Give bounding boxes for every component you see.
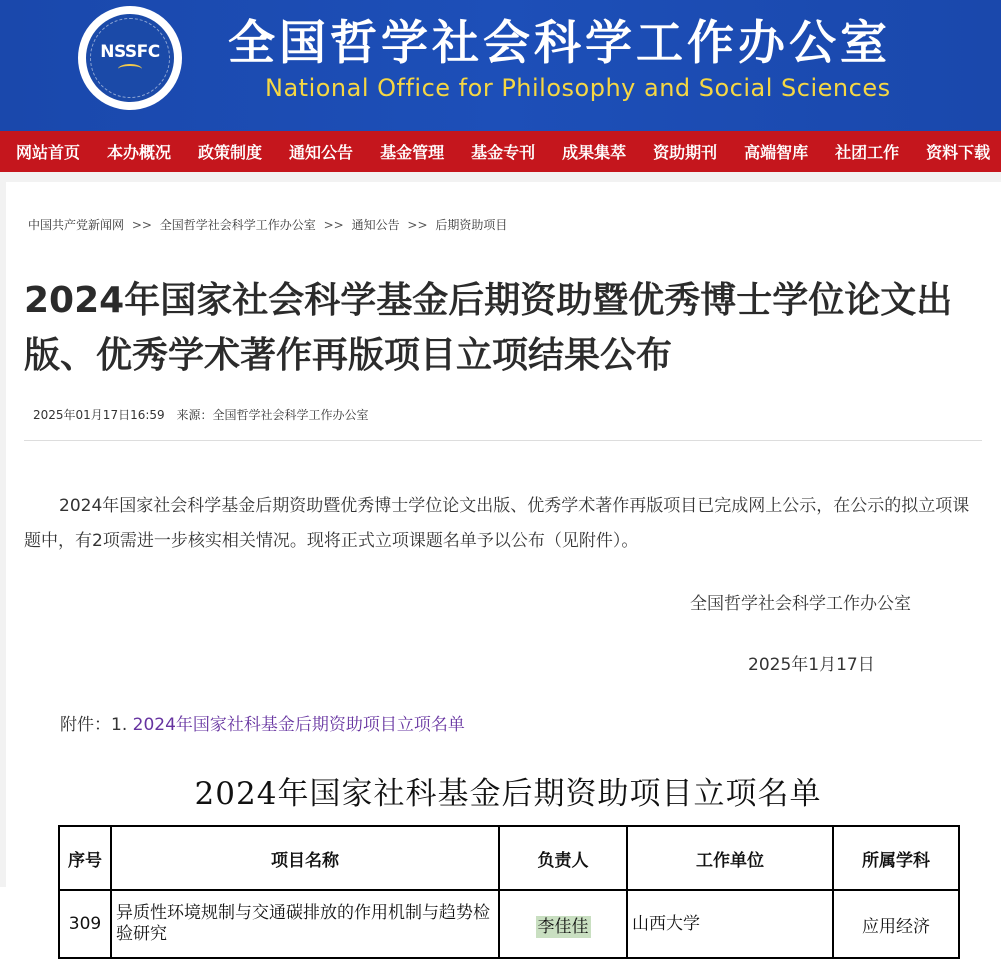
attachment-line: [60, 710, 465, 735]
nav-item-think-tanks[interactable]: 高端智库: [744, 143, 809, 162]
results-table: [58, 825, 960, 959]
table-title: 2024年国家社科基金后期资助项目立项名单: [194, 776, 822, 812]
publish-date: 2025年01月17日16:59: [33, 408, 165, 422]
breadcrumb-link-notices[interactable]: 通知公告: [351, 218, 400, 232]
site-title-cn: 全国哲学社会科学工作办公室: [228, 16, 891, 71]
breadcrumb-link-office[interactable]: 全国哲学社会科学工作办公室: [159, 218, 316, 232]
nssfc-logo[interactable]: [78, 6, 182, 110]
nav-spacer: [0, 172, 1001, 182]
title-divider: [24, 440, 982, 441]
attachment-prefix: 附件：1.: [60, 715, 133, 735]
nav-item-fund-management[interactable]: 基金管理: [380, 143, 445, 162]
header-unit: 工作单位: [627, 826, 833, 890]
cell-subject: 应用经济: [833, 890, 959, 958]
nav-item-achievements[interactable]: 成果集萃: [562, 143, 627, 162]
breadcrumb-separator: >>: [407, 218, 428, 232]
signature-date: 2025年1月17日: [748, 655, 875, 675]
nav-item-policy[interactable]: 政策制度: [198, 143, 263, 162]
header-subject: 所属学科: [833, 826, 959, 890]
nav-item-societies[interactable]: 社团工作: [835, 143, 900, 162]
site-title-en: National Office for Philosophy and Social Sciences: [265, 74, 891, 102]
cell-project-name: 异质性环境规制与交通碳排放的作用机制与趋势检验研究: [111, 890, 499, 958]
book-icon: [118, 64, 142, 74]
breadcrumb: [28, 216, 507, 233]
cell-unit: 山西大学: [627, 890, 833, 958]
breadcrumb-link-people[interactable]: 中国共产党新闻网: [28, 218, 125, 232]
cell-leader: [499, 890, 627, 958]
breadcrumb-separator: >>: [131, 218, 152, 232]
left-gutter-bottom: [0, 887, 6, 959]
nav-item-fund-journal[interactable]: 基金专刊: [471, 143, 536, 162]
nav-item-downloads[interactable]: 资料下载: [926, 143, 991, 162]
article-source: 来源：全国哲学社会科学工作办公室: [176, 408, 369, 422]
nav-item-home[interactable]: 网站首页: [16, 143, 81, 162]
article-title: 2024年国家社会科学基金后期资助暨优秀博士学位论文出版、优秀学术著作再版项目立项结果公布: [24, 280, 953, 376]
cell-no: 309: [59, 890, 111, 958]
logo-emblem: [84, 12, 176, 104]
table-row: [59, 890, 959, 958]
header-project-name: 项目名称: [111, 826, 499, 890]
nav-item-funded-journals[interactable]: 资助期刊: [653, 143, 718, 162]
header-no: 序号: [59, 826, 111, 890]
nav-item-notices[interactable]: 通知公告: [289, 143, 354, 162]
header-leader: 负责人: [499, 826, 627, 890]
site-header: [0, 0, 1001, 131]
breadcrumb-link-post-funding[interactable]: 后期资助项目: [435, 218, 508, 232]
highlighted-leader: 李佳佳: [537, 916, 589, 937]
attachment-link[interactable]: 2024年国家社科基金后期资助项目立项名单: [132, 715, 465, 735]
article-meta: [33, 406, 369, 423]
signature-org: 全国哲学社会科学工作办公室: [690, 594, 911, 614]
article-paragraph: 2024年国家社会科学基金后期资助暨优秀博士学位论文出版、优秀学术著作再版项目已完成网上公示，在公示的拟立项课题中，有2项需进一步核实相关情况。现将正式立项课题名单予以公布（见附件）。: [24, 496, 970, 551]
nav-item-about[interactable]: 本办概况: [107, 143, 172, 162]
breadcrumb-separator: >>: [323, 218, 344, 232]
main-nav: [0, 131, 1001, 172]
logo-text: NSSFC: [100, 42, 160, 62]
table-header-row: [59, 826, 959, 890]
